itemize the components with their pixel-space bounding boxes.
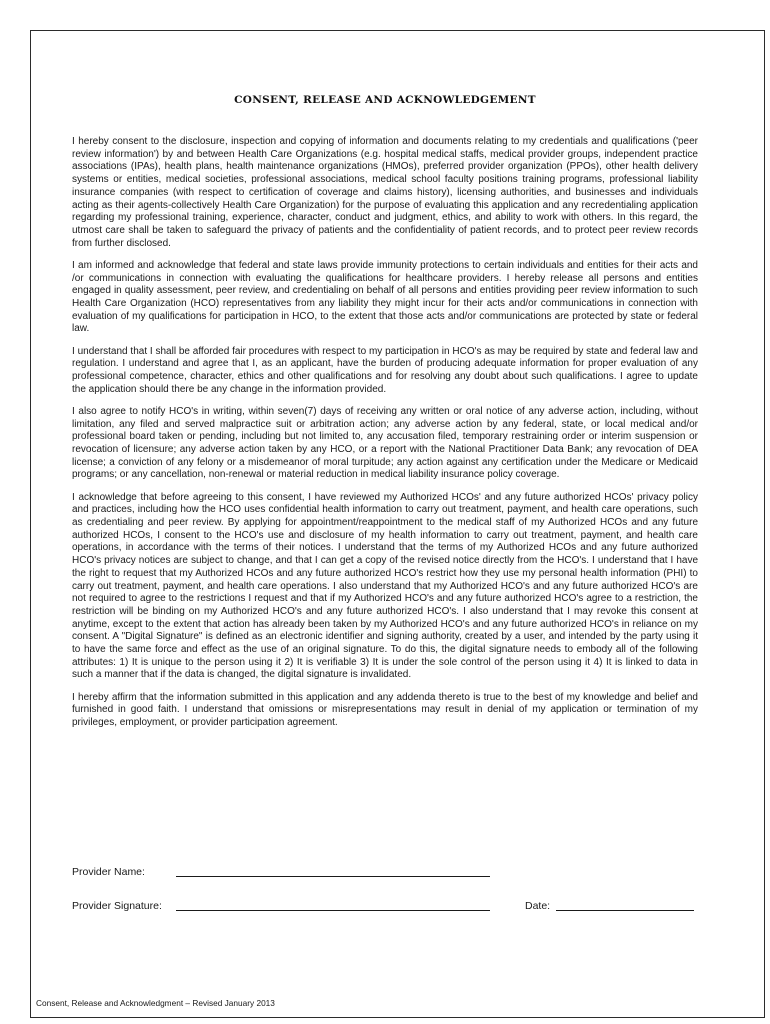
footer-revision-note: Consent, Release and Acknowledgment – Revised January 2013 [36, 998, 275, 1008]
provider-signature-label: Provider Signature: [72, 900, 162, 912]
document-title: CONSENT, RELEASE AND ACKNOWLEDGEMENT [234, 94, 536, 106]
provider-signature-line[interactable] [176, 910, 490, 911]
paragraph-fair-procedures: I understand that I shall be afforded fair procedures with respect to my participation in HCO's as may be required by state and federal law and regulation. I understand and agree that I, as an applicant, have the burden of producing adequate information for proper evaluation of any professional competence, character, ethics and other qualifications and for resolving any doubt about such qualifications. I agree to update the application should there be any change in the information provided. [72, 345, 698, 395]
paragraph-affirmation: I hereby affirm that the information submitted in this application and any addenda thereto is true to the best of my knowledge and belief and furnished in good faith. I understand that omissions or misrepresentations may result in denial of my application or termination of my privileges, employment, or provider participation agreement. [72, 691, 698, 729]
paragraph-immunity: I am informed and acknowledge that federal and state laws provide immunity protections to certain individuals and entities for their acts and /or communications in connection with evaluating the qualifications for healthcare providers. I hereby release all persons and entities engaged in quality assessment, peer review, and credentialing on behalf of all persons and entities providing peer review information to such Health Care Organization (HCO) representatives from any liability they might incur for their acts and/or communications in connection with evaluation of my qualifications for participation in HCO, to the extent that those acts and/or communications are protected by state or federal law. [72, 259, 698, 335]
provider-name-line[interactable] [176, 876, 490, 877]
provider-name-label: Provider Name: [72, 866, 145, 878]
paragraph-privacy: I acknowledge that before agreeing to this consent, I have reviewed my Authorized HCOs' and any future authorized HCOs' privacy policy and practices, including how the HCO uses confidential health information to carry out treatment, payment, and health care operations, such as credentialing and peer review. By applying for appointment/reappointment to the medical staff of my Authorized HCOs and any future authorized HCOs, I consent to the HCO's use and disclosure of my health information to carry out treatment, payment, and health care operations, in accordance with the terms of their notices. I understand that the terms of my Authorized HCOs and any future authorized HCO's privacy notices are subject to change, and that I can get a copy of the revised notice directly from the HCO's. I understand that I have the right to request that my Authorized HCOs and any future authorized HCO's restrict how they use my personal health information (PHI) to carry out treatment, payment, and health care operations. I also understand that my Authorized HCO's and any future authorized HCO's are not required to agree to the restrictions I request and that if my Authorized HCO's and any future authorized HCO's agree to a restriction, the restriction will be binding on my Authorized HCO's and any future authorized HCO's. I also understand that I may revoke this consent at anytime, except to the extent that action has already been taken by my Authorized HCO's and any future authorized HCO's in reliance on my consent. A "Digital Signature" is defined as an electronic identifier and signing authority, created by a user, and intended by the party using it to have the same force and effect as the use of an original signature. To do this, the digital signature needs to embody all of the following attributes: 1) It is unique to the person using it 2) It is verifiable 3) It is under the sole control of the person using it 4) It is linked to data in such a manner that if the data is changed, the digital signature is invalidated. [72, 491, 698, 681]
paragraph-notification: I also agree to notify HCO's in writing, within seven(7) days of receiving any written or oral notice of any adverse action, including, without limitation, any filed and served malpractice suit or arbitration action; any adverse action by any federal, state, or local medical and/or professional board taken or pending, including but not limited to, any accusation filed, temporary restraining order or interim suspension or revocation of licensure; any adverse action taken by any HCO, or a report with the National Practitioner Data Bank; any revocation of DEA license; a conviction of any felony or a misdemeanor of moral turpitude; any action against any certification under the Medicare or Medicaid programs; or any cancellation, non-renewal or material reduction in medical liability insurance policy coverage. [72, 405, 698, 481]
date-label: Date: [525, 900, 551, 912]
date-line[interactable] [556, 910, 694, 911]
paragraph-consent: I hereby consent to the disclosure, inspection and copying of information and documents relating to my credentials and qualifications ('peer review information') by and between Health Care Organizations (e.g. hospital medical staffs, medical provider groups, independent practice associations (IPAs), health plans, health maintenance organizations (HMOs), preferred provider organization (PPOs), other health delivery systems or entities, medical societies, professional associations, medical school faculty positions training programs, professional liability insurance companies (with respect to certification of coverage and claims history), licensing authorities, and businesses and individuals acting as their agents-collectively Health Care Organization) for the purpose of evaluating this application and any recredentialing application regarding my professional training, experience, character, conduct and judgment, ethics, and ability to work with others. In this regard, the utmost care shall be taken to safeguard the privacy of patients and the confidentiality of patient records, and to protect peer review records from further disclosed. [72, 136, 698, 249]
document-body [72, 136, 698, 739]
